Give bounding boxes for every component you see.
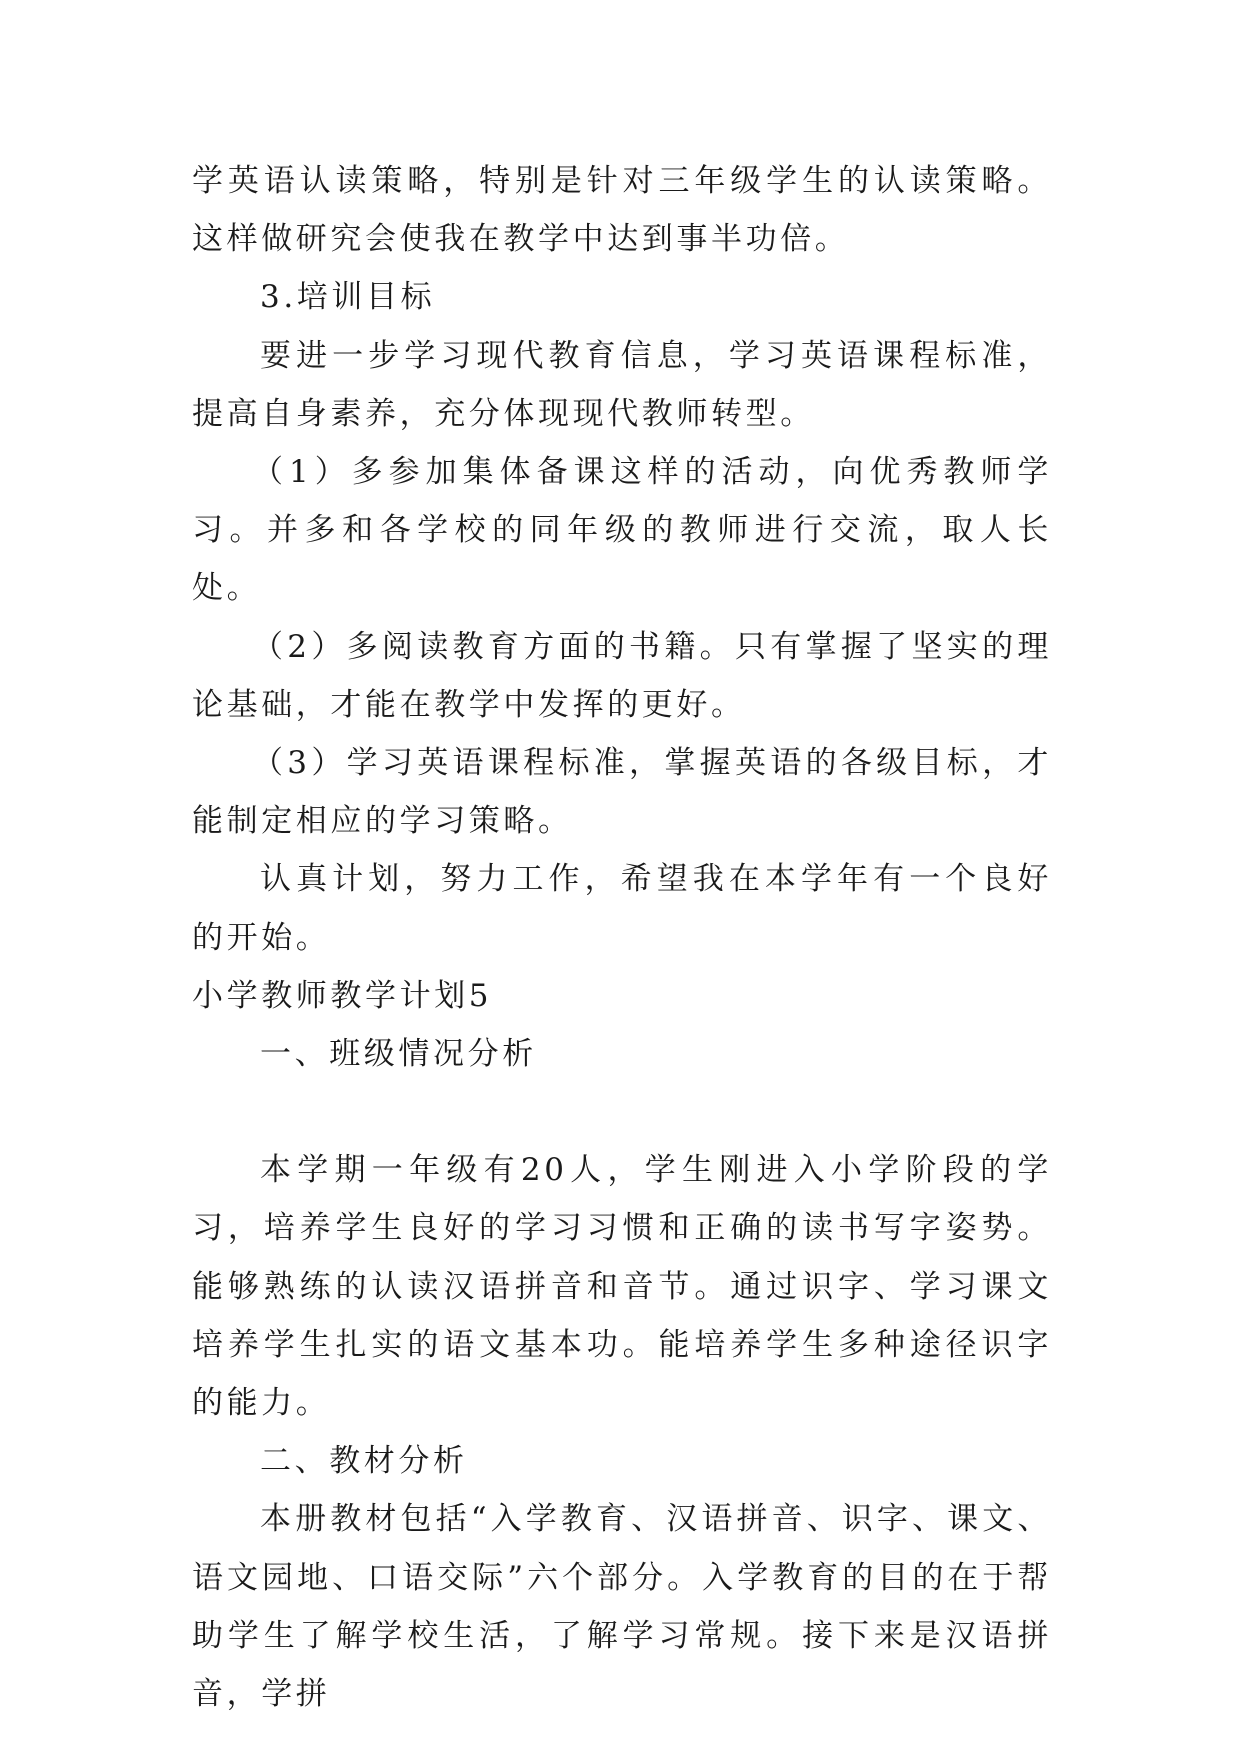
- paragraph-continuation: 学英语认读策略，特别是针对三年级学生的认读策略。这样做研究会使我在教学中达到事半功倍。: [192, 163, 1052, 258]
- heading-textbook-analysis: 二、教材分析: [260, 1443, 468, 1480]
- document-body: [192, 152, 1052, 1723]
- heading-class-analysis: 一、班级情况分析: [260, 1036, 537, 1073]
- list-item-3: （3）学习英语课程标准，掌握英语的各级目标，才能制定相应的学习策略。: [192, 745, 1052, 840]
- paragraph-closing: 认真计划，努力工作，希望我在本学年有一个良好的开始。: [192, 861, 1052, 956]
- heading-training-goal: 3.培训目标: [260, 279, 436, 316]
- section-title: 小学教师教学计划5: [192, 977, 493, 1014]
- list-item-2: （2）多阅读教育方面的书籍。只有掌握了坚实的理论基础，才能在教学中发挥的更好。: [192, 628, 1052, 723]
- list-item-1: （1）多参加集体备课这样的活动，向优秀教师学习。并多和各学校的同年级的教师进行交流，取人长处。: [192, 454, 1052, 607]
- paragraph-textbook-analysis: 本册教材包括“入学教育、汉语拼音、识字、课文、语文园地、口语交际”六个部分。入学教育的目的在于帮助学生了解学校生活，了解学习常规。接下来是汉语拼音，学拼: [192, 1501, 1052, 1713]
- paragraph-class-analysis: 本学期一年级有20人，学生刚进入小学阶段的学习，培养学生良好的学习习惯和正确的读书写字姿势。能够熟练的认读汉语拼音和音节。通过识字、学习课文培养学生扎实的语文基本功。能培养学生多种途径识字的能力。: [192, 1152, 1052, 1422]
- paragraph-goal: 要进一步学习现代教育信息，学习英语课程标准，提高自身素养，充分体现现代教师转型。: [192, 337, 1052, 432]
- blank-line: [192, 1083, 1052, 1141]
